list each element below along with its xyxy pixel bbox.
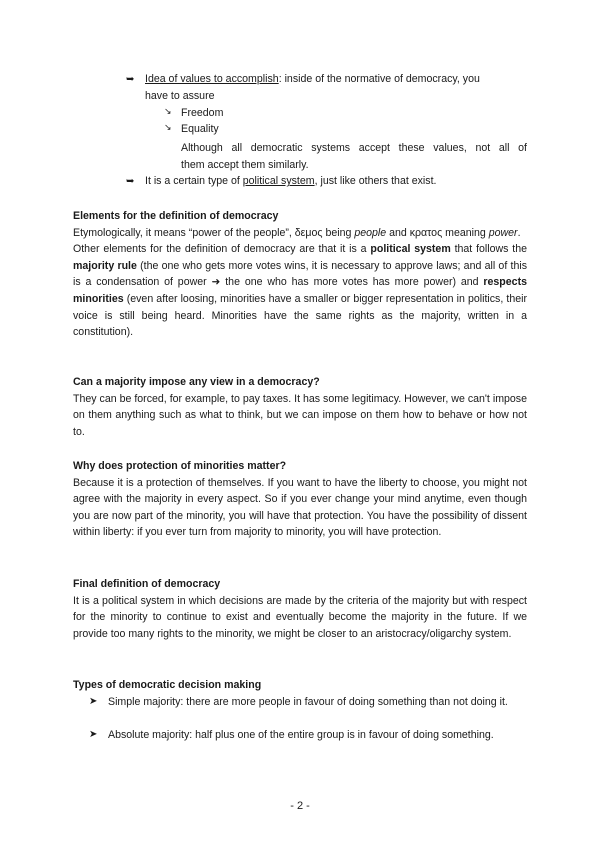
- paragraph: They can be forced, for example, to pay taxes. It has some legitimacy. However, we can't impose on them anything such as what to think, but we can impose on them how to behave or how not to.: [73, 392, 527, 438]
- section-protection-minorities: [73, 458, 527, 541]
- arrow-bullet-icon: ➥: [126, 74, 135, 85]
- section-heading: Types of democratic decision making: [73, 679, 262, 691]
- intro-bullet-values: ➥ Idea of values to accomplish: inside of the normative of democracy, you have to assure: [126, 73, 480, 102]
- value-item-freedom: ↘ Freedom: [164, 106, 224, 119]
- section-final-definition: [73, 576, 527, 642]
- section-heading: Can a majority impose any view in a democracy?: [73, 376, 320, 388]
- sub-bullet-icon: ↘: [164, 106, 172, 116]
- sub-bullet-icon: ↘: [164, 122, 172, 132]
- values-note: Although all democratic systems accept these values, not all of them accept them similarly.: [181, 142, 527, 171]
- section-majority-impose: [73, 374, 527, 440]
- section-heading: Why does protection of minorities matter?: [73, 460, 287, 472]
- arrowhead-bullet-icon: ➤: [89, 729, 98, 740]
- political-system-link[interactable]: political system: [242, 175, 315, 187]
- paragraph: Etymologically, it means “power of the people”, δεμος being people and κρατος meaning power.: [73, 226, 521, 239]
- list-item: ➤ Simple majority: there are more people in favour of doing something than not doing it.: [108, 694, 527, 711]
- paragraph: Because it is a protection of themselves. If you want to have the liberty to choose, you might not agree with the majority in every aspect. So if you ever change your mind anytime, even though you are now part of the minority, you will have that protection. You have the possibility of dissent within liberty: if you ever turn from majority to minority, you will have protection.: [73, 476, 527, 539]
- section-heading: Final definition of democracy: [73, 578, 221, 590]
- arrowhead-bullet-icon: ➤: [89, 696, 98, 707]
- paragraph: Other elements for the definition of democracy are that it is a political system that follows the majority rule (the one who gets more votes wins, it is necessary to approve laws; and all of this is a condensation of power ➜ the one who has more votes has more power) and respects minorities (even after loosing, minorities have a smaller or bigger representation in politics, their voice is still being heard. Minorities have the same rights as the majority, written in a constitution).: [73, 243, 528, 339]
- values-link[interactable]: Idea of values to accomplish: [145, 73, 279, 85]
- paragraph: It is a political system in which decisions are made by the criteria of the majority but with respect for the minority to continue to exist and eventually become the majority in the future. If we provide too many rights to the minority, we might be closer to an aristocracy/oligarchy system.: [73, 594, 527, 640]
- intro-bullet-political-system: ➥ It is a certain type of political system, just like others that exist.: [145, 173, 527, 190]
- arrow-bullet-icon: ➥: [126, 176, 135, 187]
- list-item: ➤ Absolute majority: half plus one of the entire group is in favour of doing something.: [108, 727, 527, 744]
- section-heading: Elements for the definition of democracy: [73, 210, 279, 222]
- section-elements: [73, 208, 527, 341]
- section-decision-types: [73, 677, 527, 694]
- page-number: - 2 -: [290, 800, 310, 812]
- value-item-equality: ↘ Equality: [164, 122, 219, 135]
